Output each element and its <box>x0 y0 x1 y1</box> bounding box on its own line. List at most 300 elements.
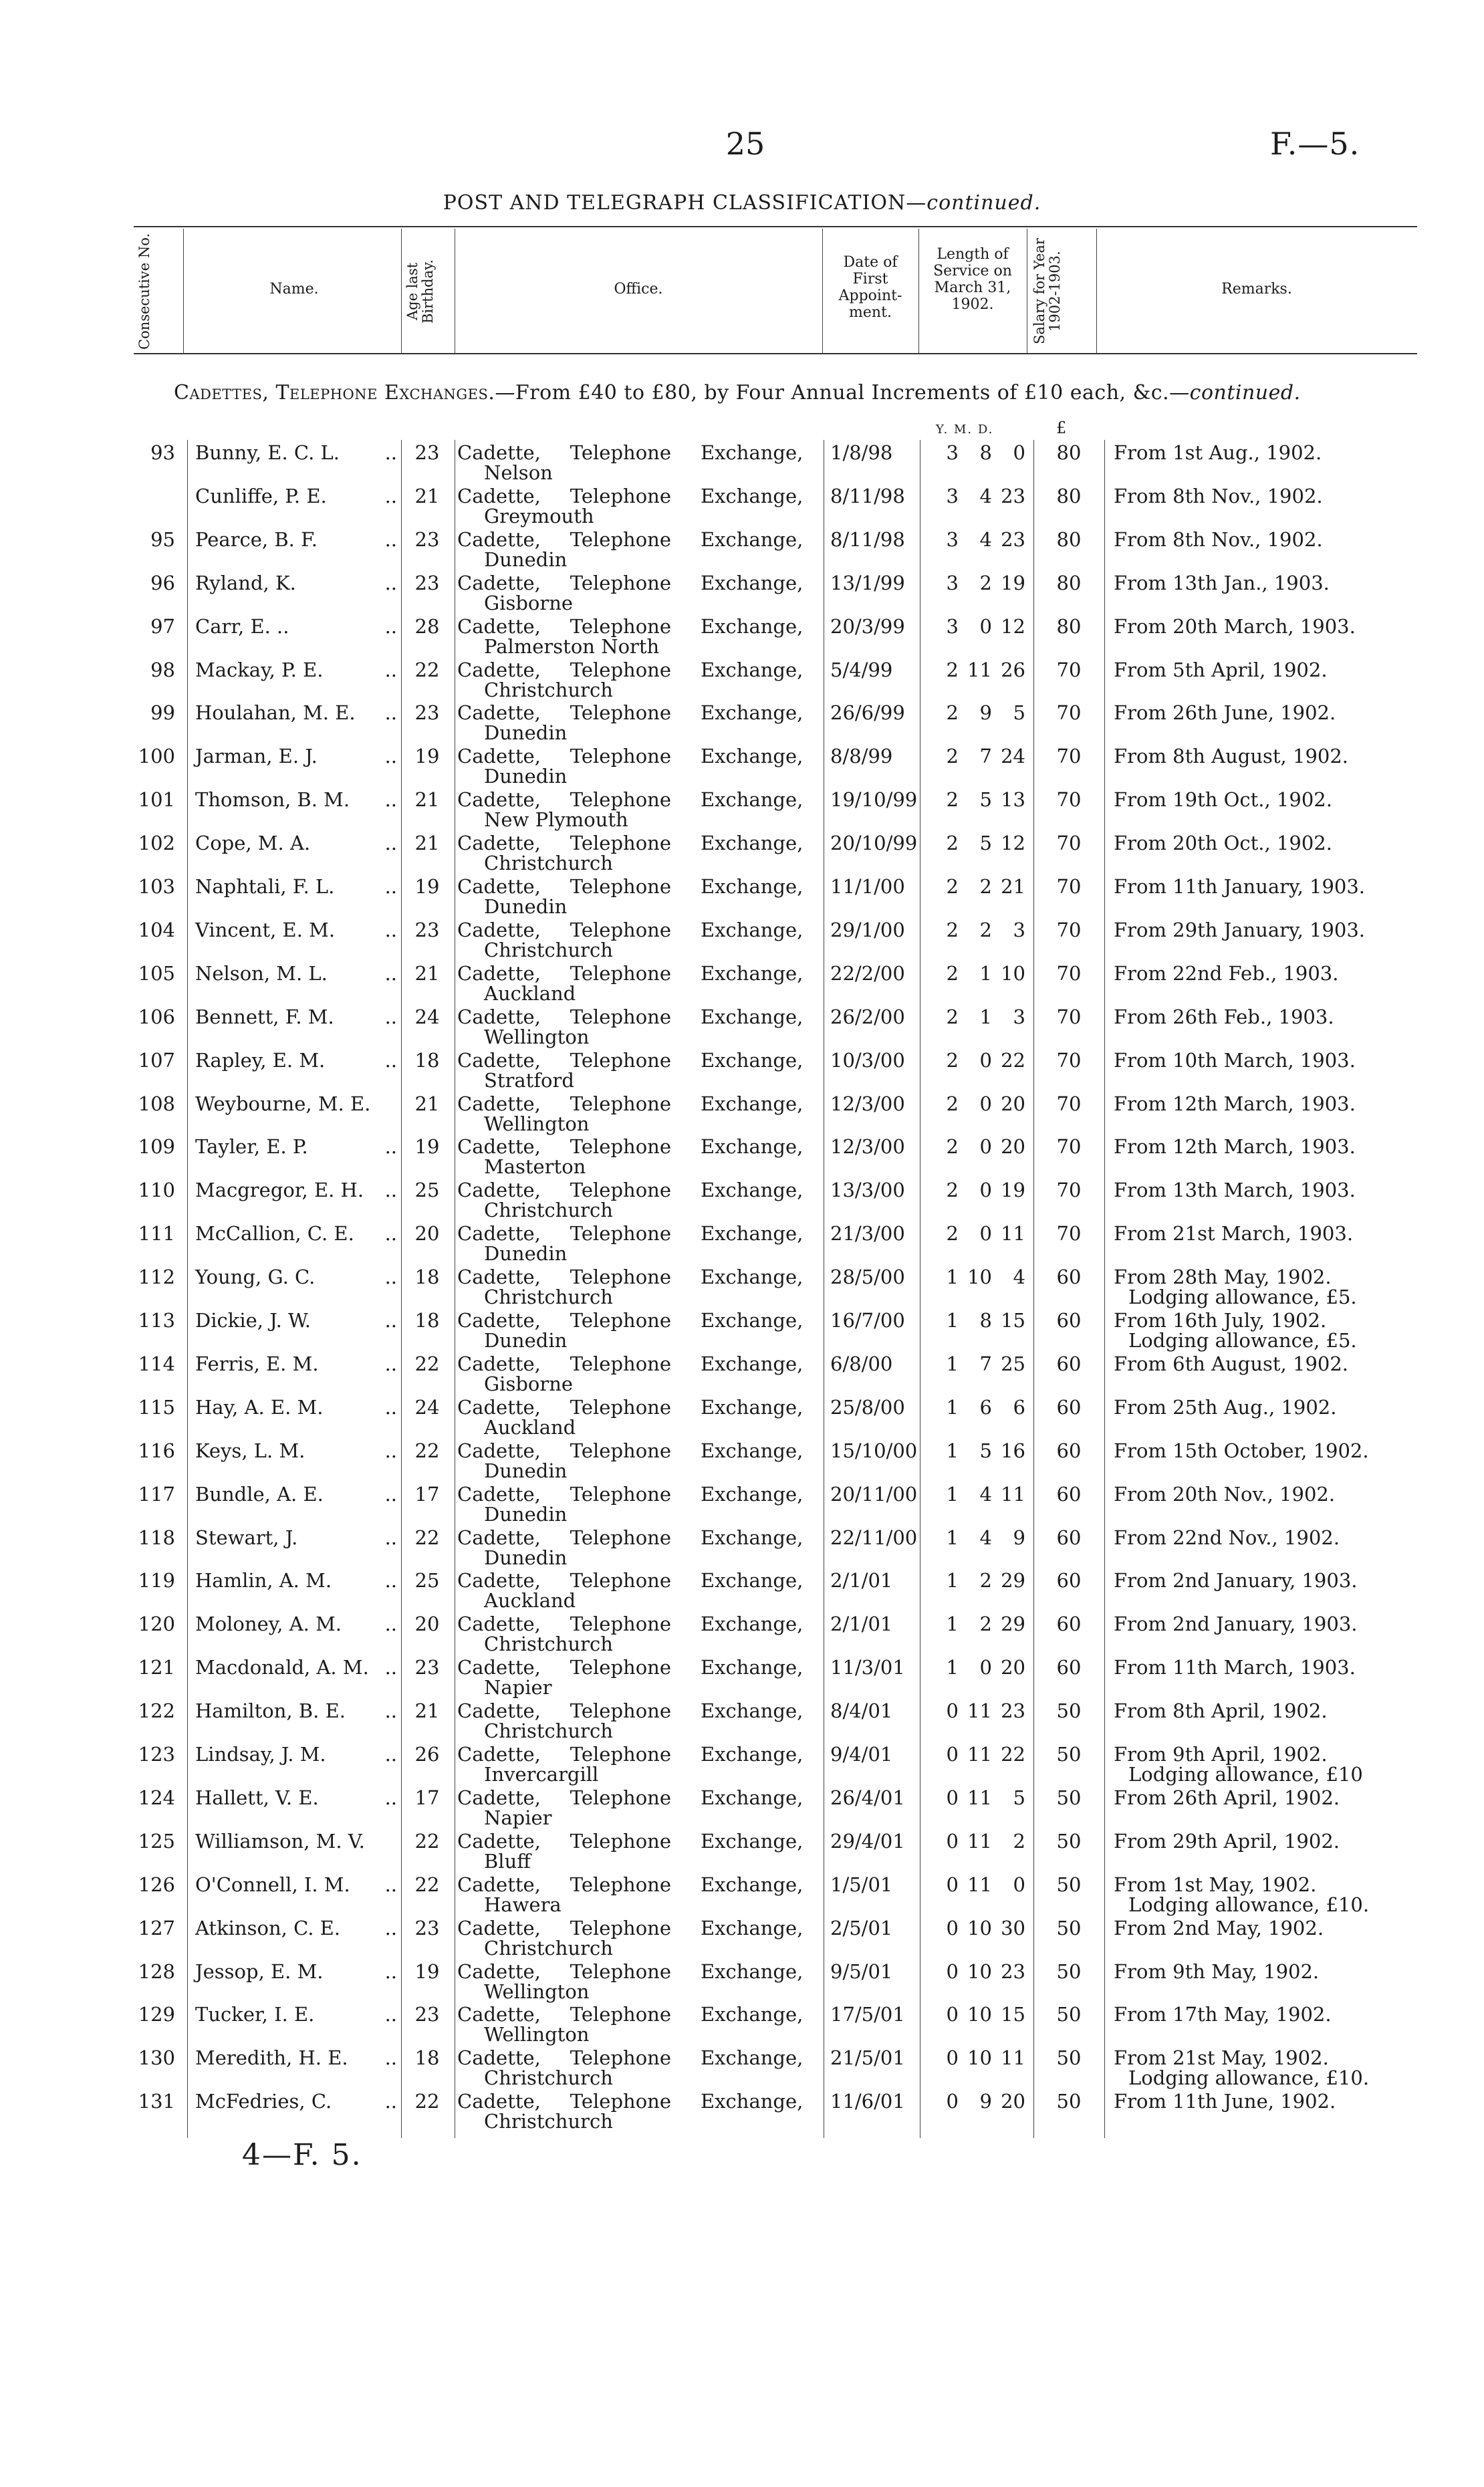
cell-consecutive-no: 114 <box>138 1352 175 1375</box>
table-row <box>0 1092 1484 1135</box>
office-word-exchange: Exchange, <box>701 961 803 985</box>
office-place: Dunedin <box>484 721 568 745</box>
table-row <box>0 745 1484 788</box>
cell-date-first-appointment: 20/10/99 <box>830 832 918 855</box>
remark-line-1: From 20th March, 1903. <box>1114 614 1356 638</box>
cell-consecutive-no: 104 <box>138 918 175 941</box>
cell-consecutive-no: 129 <box>138 2003 175 2026</box>
office-word-exchange: Exchange, <box>701 1526 803 1549</box>
cell-salary: 60 <box>1056 1266 1082 1289</box>
office-word-cadette: Cadette, <box>457 2046 541 2070</box>
office-word-cadette: Cadette, <box>457 961 541 985</box>
cell-date-first-appointment: 26/2/00 <box>830 1005 905 1028</box>
cell-service-days: 12 <box>1001 832 1025 855</box>
office-word-exchange: Exchange, <box>701 1395 803 1419</box>
office-word-exchange: Exchange, <box>701 788 803 812</box>
cell-consecutive-no: 108 <box>138 1092 175 1115</box>
cell-office <box>457 788 671 832</box>
office-place: New Plymouth <box>484 808 628 832</box>
office-place: Christchurch <box>484 1633 613 1656</box>
cell-service-days: 26 <box>1001 658 1025 681</box>
cell-leader-dots: .. <box>384 1395 397 1419</box>
office-word-telephone: Telephone <box>570 1960 671 1983</box>
cell-leader-dots: .. <box>384 1179 397 1202</box>
cell-leader-dots: .. <box>384 875 397 898</box>
office-place: Gisborne <box>484 1372 574 1395</box>
cell-service-days: 11 <box>1001 2046 1025 2070</box>
cell-office <box>457 658 671 701</box>
table-row <box>0 1222 1484 1265</box>
cell-remarks <box>1114 832 1406 854</box>
office-word-exchange: Exchange, <box>701 1482 803 1506</box>
cell-leader-dots: .. <box>384 1569 397 1592</box>
cell-salary: 70 <box>1056 1222 1082 1246</box>
cell-date-first-appointment: 2/1/01 <box>830 1613 893 1636</box>
office-word-telephone: Telephone <box>570 1829 671 1853</box>
remark-line-2: Lodging allowance, £10 <box>1128 1763 1363 1786</box>
cell-service-days: 24 <box>1001 745 1025 768</box>
cell-consecutive-no: 113 <box>138 1309 175 1332</box>
cell-service-months: 2 <box>979 875 992 898</box>
cell-service-months: 7 <box>979 745 992 768</box>
cell-service-months: 4 <box>979 1482 992 1506</box>
office-place: Gisborne <box>484 591 574 614</box>
cell-name: Cunliffe, P. E. <box>195 484 327 507</box>
cell-date-first-appointment: 13/1/99 <box>830 571 905 594</box>
office-place: Bluff <box>484 1849 531 1873</box>
cell-remarks <box>1114 1179 1406 1201</box>
table-row <box>0 528 1484 571</box>
cell-salary: 60 <box>1056 1439 1082 1462</box>
office-place: Hawera <box>484 1893 562 1916</box>
cell-consecutive-no: 128 <box>138 1960 175 1983</box>
office-word-cadette: Cadette, <box>457 832 541 855</box>
cell-date-first-appointment: 11/1/00 <box>830 875 905 898</box>
office-word-telephone: Telephone <box>570 1916 671 1939</box>
remark-line-1: From 12th March, 1903. <box>1114 1135 1356 1159</box>
cell-leader-dots: .. <box>384 1656 397 1679</box>
cell-service-months: 10 <box>967 1960 992 1983</box>
cell-service-years: 0 <box>946 1960 959 1983</box>
office-word-exchange: Exchange, <box>701 918 803 941</box>
cell-service-years: 0 <box>946 2090 959 2113</box>
table-row <box>0 615 1484 658</box>
cell-age: 24 <box>414 1005 440 1028</box>
cell-salary: 70 <box>1056 788 1082 812</box>
office-word-telephone: Telephone <box>570 1395 671 1419</box>
office-word-exchange: Exchange, <box>701 1048 803 1072</box>
cell-remarks <box>1114 659 1406 681</box>
office-word-cadette: Cadette, <box>457 1873 541 1896</box>
cell-office <box>457 614 671 658</box>
cell-service-months: 6 <box>979 1395 992 1419</box>
cell-leader-dots: .. <box>384 1526 397 1549</box>
cell-leader-dots: .. <box>384 1873 397 1896</box>
cell-salary: 60 <box>1056 1656 1082 1679</box>
cell-leader-dots: .. <box>384 1699 397 1723</box>
cell-date-first-appointment: 8/11/98 <box>830 484 905 507</box>
cell-service-days: 5 <box>1013 1786 1025 1809</box>
table-row <box>0 1526 1484 1569</box>
cell-service-days: 29 <box>1001 1569 1025 1592</box>
office-word-cadette: Cadette, <box>457 1005 541 1028</box>
cell-age: 23 <box>414 571 440 594</box>
cell-service-days: 0 <box>1013 1873 1025 1896</box>
office-word-telephone: Telephone <box>570 1092 671 1115</box>
cell-date-first-appointment: 12/3/00 <box>830 1092 905 1115</box>
office-word-cadette: Cadette, <box>457 614 541 638</box>
office-word-cadette: Cadette, <box>457 527 541 551</box>
cell-remarks <box>1114 441 1406 464</box>
cell-name: Macgregor, E. H. <box>195 1179 364 1202</box>
cell-date-first-appointment: 8/11/98 <box>830 527 905 551</box>
office-word-cadette: Cadette, <box>457 1092 541 1115</box>
cell-service-years: 0 <box>946 2003 959 2026</box>
table-row <box>0 2090 1484 2133</box>
cell-age: 23 <box>414 527 440 551</box>
cell-service-months: 0 <box>979 614 992 638</box>
office-word-exchange: Exchange, <box>701 441 803 464</box>
cell-remarks <box>1114 1786 1406 1809</box>
remark-line-1: From 13th Jan., 1903. <box>1114 571 1330 594</box>
cell-leader-dots: .. <box>384 918 397 941</box>
cell-office <box>457 2046 671 2090</box>
table-header-top-rule <box>134 226 1417 227</box>
cell-service-years: 3 <box>946 441 959 464</box>
cell-salary: 70 <box>1056 961 1082 985</box>
office-place: Christchurch <box>484 1936 613 1960</box>
page-title-main: POST AND TELEGRAPH CLASSIFICATION— <box>443 191 927 215</box>
cell-remarks <box>1114 1960 1406 1983</box>
cell-service-years: 1 <box>946 1569 959 1592</box>
cell-service-months: 10 <box>967 1916 992 1939</box>
office-word-telephone: Telephone <box>570 788 671 812</box>
cell-consecutive-no: 131 <box>138 2090 175 2113</box>
cell-consecutive-no: 117 <box>138 1482 175 1506</box>
table-row <box>0 1960 1484 2003</box>
cell-consecutive-no: 100 <box>138 745 175 768</box>
office-word-exchange: Exchange, <box>701 832 803 855</box>
remark-line-2: Lodging allowance, £5. <box>1128 1329 1357 1352</box>
cell-office <box>457 1613 671 1656</box>
office-place: Palmerston North <box>484 634 660 658</box>
section-title: Cadettes, Telephone Exchanges. <box>174 381 495 404</box>
cell-consecutive-no: 119 <box>138 1569 175 1592</box>
cell-service-years: 2 <box>946 745 959 768</box>
office-place: Dunedin <box>484 1502 568 1526</box>
cell-leader-dots: .. <box>384 614 397 638</box>
office-word-cadette: Cadette, <box>457 1482 541 1506</box>
cell-salary: 60 <box>1056 1309 1082 1332</box>
cell-name: Atkinson, C. E. <box>195 1916 341 1939</box>
cell-leader-dots: .. <box>384 1786 397 1809</box>
table-row <box>0 1830 1484 1873</box>
cell-salary: 70 <box>1056 658 1082 681</box>
cell-age: 18 <box>414 2046 440 2070</box>
remark-line-1: From 20th Nov., 1902. <box>1114 1482 1336 1506</box>
cell-date-first-appointment: 22/11/00 <box>830 1526 918 1549</box>
remark-line-1: From 5th April, 1902. <box>1114 658 1328 681</box>
table-row <box>0 2003 1484 2046</box>
page-number: 25 <box>725 126 765 162</box>
office-place: Dunedin <box>484 765 568 788</box>
office-place: Dunedin <box>484 1546 568 1569</box>
office-word-telephone: Telephone <box>570 1873 671 1896</box>
cell-name: Cope, M. A. <box>195 832 311 855</box>
office-word-cadette: Cadette, <box>457 1309 541 1332</box>
cell-service-days: 20 <box>1001 2090 1025 2113</box>
cell-service-years: 2 <box>946 1092 959 1115</box>
cell-remarks <box>1114 1135 1406 1158</box>
cell-service-days: 19 <box>1001 571 1025 594</box>
cell-remarks <box>1114 701 1406 724</box>
cell-consecutive-no: 130 <box>138 2046 175 2070</box>
office-word-cadette: Cadette, <box>457 1656 541 1679</box>
cell-service-days: 23 <box>1001 1960 1025 1983</box>
cell-office <box>457 1352 671 1395</box>
cell-service-years: 0 <box>946 1699 959 1723</box>
cell-consecutive-no: 102 <box>138 832 175 855</box>
cell-service-years: 2 <box>946 918 959 941</box>
cell-salary: 50 <box>1056 1786 1082 1809</box>
cell-leader-dots: .. <box>384 1482 397 1506</box>
table-row <box>0 1439 1484 1482</box>
office-word-telephone: Telephone <box>570 1179 671 1202</box>
cell-service-months: 10 <box>967 1266 992 1289</box>
office-word-exchange: Exchange, <box>701 2090 803 2113</box>
header-salary: Salary for Year 1902-1903. <box>1031 238 1063 345</box>
cell-consecutive-no: 123 <box>138 1743 175 1766</box>
cell-leader-dots: .. <box>384 961 397 985</box>
office-word-telephone: Telephone <box>570 484 671 507</box>
remark-line-1: From 29th April, 1902. <box>1114 1829 1340 1853</box>
header-office: Office. <box>614 281 663 298</box>
cell-consecutive-no: 112 <box>138 1266 175 1289</box>
table-row <box>0 572 1484 614</box>
remark-line-2: Lodging allowance, £10. <box>1128 1893 1370 1916</box>
cell-service-months: 0 <box>979 1092 992 1115</box>
table-row <box>0 1179 1484 1221</box>
cell-consecutive-no: 95 <box>150 527 175 551</box>
cell-age: 22 <box>414 1873 440 1896</box>
cell-consecutive-no: 111 <box>138 1222 175 1246</box>
cell-service-months: 5 <box>979 788 992 812</box>
cell-remarks <box>1114 1439 1406 1462</box>
remark-line-1: From 19th Oct., 1902. <box>1114 788 1332 812</box>
office-word-exchange: Exchange, <box>701 1873 803 1896</box>
office-word-cadette: Cadette, <box>457 1048 541 1072</box>
cell-office <box>457 1179 671 1222</box>
cell-date-first-appointment: 28/5/00 <box>830 1266 905 1289</box>
cell-consecutive-no: 105 <box>138 961 175 985</box>
cell-name: Rapley, E. M. <box>195 1048 326 1072</box>
table-row <box>0 1786 1484 1829</box>
col-sep <box>918 229 919 353</box>
cell-office <box>457 1048 671 1092</box>
cell-salary: 50 <box>1056 2046 1082 2070</box>
cell-service-years: 0 <box>946 1829 959 1853</box>
cell-office <box>457 1743 671 1786</box>
cell-salary: 70 <box>1056 1179 1082 1202</box>
cell-name: Naphtali, F. L. <box>195 875 335 898</box>
cell-service-years: 1 <box>946 1526 959 1549</box>
office-word-cadette: Cadette, <box>457 484 541 507</box>
cell-salary: 70 <box>1056 875 1082 898</box>
cell-age: 23 <box>414 918 440 941</box>
table-row <box>0 1005 1484 1048</box>
cell-office <box>457 484 671 527</box>
header-length-of-service: Length of Service on March 31, 1902. <box>933 246 1012 313</box>
cell-remarks <box>1114 2046 1406 2090</box>
office-word-telephone: Telephone <box>570 918 671 941</box>
remark-line-2: Lodging allowance, £10. <box>1128 2066 1370 2090</box>
cell-age: 22 <box>414 2090 440 2113</box>
cell-office <box>457 1482 671 1526</box>
cell-date-first-appointment: 26/6/99 <box>830 701 905 725</box>
cell-age: 19 <box>414 1960 440 1983</box>
cell-service-years: 2 <box>946 1135 959 1159</box>
cell-service-months: 11 <box>967 1829 992 1853</box>
cell-age: 18 <box>414 1048 440 1072</box>
cell-remarks <box>1114 1569 1406 1592</box>
office-word-exchange: Exchange, <box>701 484 803 507</box>
cell-age: 19 <box>414 1135 440 1159</box>
cell-service-months: 11 <box>967 1786 992 1809</box>
cell-service-months: 7 <box>979 1352 992 1375</box>
table-row <box>0 919 1484 961</box>
cell-service-years: 3 <box>946 527 959 551</box>
cell-salary: 70 <box>1056 1135 1082 1159</box>
office-place: Auckland <box>484 1589 576 1613</box>
cell-leader-dots: .. <box>384 745 397 768</box>
cell-name: Ferris, E. M. <box>195 1352 319 1375</box>
cell-date-first-appointment: 8/8/99 <box>830 745 893 768</box>
office-word-exchange: Exchange, <box>701 1960 803 1983</box>
cell-service-years: 0 <box>946 1916 959 1939</box>
cell-office <box>457 2090 671 2133</box>
cell-office <box>457 1699 671 1743</box>
office-word-cadette: Cadette, <box>457 918 541 941</box>
office-place: Greymouth <box>484 504 594 527</box>
remark-line-2: Lodging allowance, £5. <box>1128 1286 1357 1309</box>
office-word-telephone: Telephone <box>570 1743 671 1766</box>
office-word-exchange: Exchange, <box>701 745 803 768</box>
cell-service-months: 11 <box>967 1743 992 1766</box>
cell-date-first-appointment: 19/10/99 <box>830 788 918 812</box>
table-row <box>0 832 1484 874</box>
cell-service-years: 2 <box>946 875 959 898</box>
cell-service-days: 22 <box>1001 1743 1025 1766</box>
cell-service-months: 0 <box>979 1179 992 1202</box>
cell-service-months: 11 <box>967 658 992 681</box>
office-word-cadette: Cadette, <box>457 1395 541 1419</box>
table-row <box>0 1569 1484 1612</box>
remark-line-1: From 11th March, 1903. <box>1114 1656 1356 1679</box>
cell-age: 23 <box>414 1656 440 1679</box>
office-word-telephone: Telephone <box>570 1266 671 1289</box>
remark-line-1: From 16th July, 1902. <box>1114 1309 1327 1332</box>
cell-service-days: 3 <box>1013 918 1025 941</box>
cell-name: Hay, A. E. M. <box>195 1395 324 1419</box>
cell-name: Bundle, A. E. <box>195 1482 324 1506</box>
office-word-cadette: Cadette, <box>457 1613 541 1636</box>
cell-service-years: 1 <box>946 1309 959 1332</box>
cell-salary: 80 <box>1056 527 1082 551</box>
cell-service-years: 1 <box>946 1482 959 1506</box>
office-word-exchange: Exchange, <box>701 1569 803 1592</box>
cell-service-days: 15 <box>1001 1309 1025 1332</box>
office-word-cadette: Cadette, <box>457 1960 541 1983</box>
office-word-telephone: Telephone <box>570 2090 671 2113</box>
cell-service-days: 3 <box>1013 1005 1025 1028</box>
office-word-exchange: Exchange, <box>701 1352 803 1375</box>
table-row <box>0 1613 1484 1655</box>
ymd-subheader: Y. M. D. <box>936 423 994 437</box>
cell-office <box>457 1656 671 1699</box>
cell-service-years: 2 <box>946 961 959 985</box>
remark-line-1: From 6th August, 1902. <box>1114 1352 1349 1375</box>
cell-leader-dots: .. <box>384 2003 397 2026</box>
remark-line-1: From 11th January, 1903. <box>1114 875 1366 898</box>
office-word-telephone: Telephone <box>570 658 671 681</box>
office-place: Dunedin <box>484 548 568 571</box>
remark-line-1: From 28th May, 1902. <box>1114 1266 1332 1289</box>
cell-date-first-appointment: 6/8/00 <box>830 1352 893 1375</box>
cell-office <box>457 701 671 745</box>
cell-name: Jarman, E. J. <box>195 745 318 768</box>
cell-date-first-appointment: 11/3/01 <box>830 1656 905 1679</box>
office-word-cadette: Cadette, <box>457 1439 541 1462</box>
cell-consecutive-no: 106 <box>138 1005 175 1028</box>
cell-age: 23 <box>414 2003 440 2026</box>
cell-remarks <box>1114 1613 1406 1635</box>
remark-line-1: From 11th June, 1902. <box>1114 2090 1336 2113</box>
cell-service-years: 1 <box>946 1352 959 1375</box>
cell-name: Meredith, H. E. <box>195 2046 348 2070</box>
cell-service-months: 2 <box>979 571 992 594</box>
office-word-telephone: Telephone <box>570 1048 671 1072</box>
cell-service-months: 4 <box>979 1526 992 1549</box>
cell-age: 19 <box>414 745 440 768</box>
cell-age: 21 <box>414 484 440 507</box>
remark-line-1: From 21st May, 1902. <box>1114 2046 1329 2070</box>
cell-consecutive-no: 107 <box>138 1048 175 1072</box>
cell-service-days: 29 <box>1001 1613 1025 1636</box>
cell-salary: 70 <box>1056 918 1082 941</box>
cell-name: Tucker, I. E. <box>195 2003 315 2026</box>
cell-name: Jessop, E. M. <box>195 1960 324 1983</box>
cell-service-days: 23 <box>1001 484 1025 507</box>
cell-name: Houlahan, M. E. <box>195 701 356 725</box>
cell-leader-dots: .. <box>384 2090 397 2113</box>
office-word-exchange: Exchange, <box>701 1222 803 1246</box>
table-header-bottom-rule <box>134 353 1417 354</box>
cell-leader-dots: .. <box>384 1916 397 1939</box>
cell-service-months: 8 <box>979 441 992 464</box>
office-place: Christchurch <box>484 678 613 701</box>
remark-line-1: From 2nd May, 1902. <box>1114 1916 1324 1939</box>
cell-leader-dots: .. <box>384 1266 397 1289</box>
office-word-cadette: Cadette, <box>457 1526 541 1549</box>
cell-office <box>457 961 671 1005</box>
office-word-exchange: Exchange, <box>701 1786 803 1809</box>
cell-service-days: 11 <box>1001 1482 1025 1506</box>
table-row <box>0 1656 1484 1699</box>
cell-consecutive-no: 109 <box>138 1135 175 1159</box>
cell-age: 17 <box>414 1482 440 1506</box>
cell-consecutive-no: 121 <box>138 1656 175 1679</box>
cell-salary: 50 <box>1056 1699 1082 1723</box>
